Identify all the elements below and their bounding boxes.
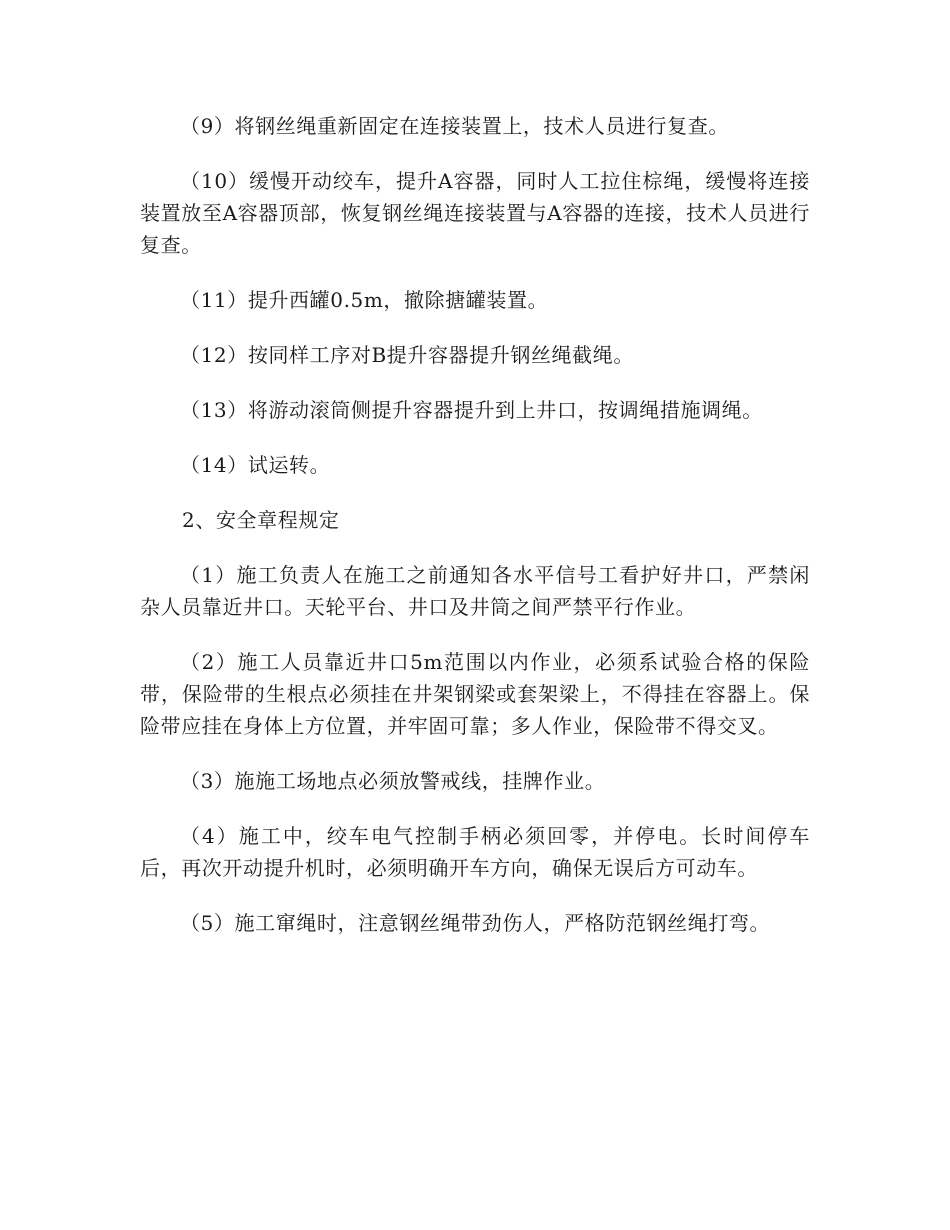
paragraph-step-10: （10）缓慢开动绞车，提升A容器，同时人工拉住棕绳，缓慢将连接装置放至A容器顶部，恢复钢丝绳连接装置与A容器的连接，技术人员进行复查。: [140, 169, 810, 257]
paragraph-rule-5: （5）施工窜绳时，注意钢丝绳带劲伤人，严格防范钢丝绳打弯。: [180, 911, 771, 935]
paragraph-rule-1: （1）施工负责人在施工之前通知各水平信号工看护好井口，严禁闲杂人员靠近井口。天轮平台、井口及井筒之间严禁平行作业。: [140, 563, 810, 619]
paragraph-step-14: （14）试运转。: [180, 453, 331, 477]
paragraph-step-9: （9）将钢丝绳重新固定在连接装置上，技术人员进行复查。: [180, 114, 729, 138]
document-body: [140, 110, 810, 962]
paragraph-rule-2: （2）施工人员靠近井口5m范围以内作业，必须系试验合格的保险带，保险带的生根点必须挂在井架钢梁或套架梁上，不得挂在容器上。保险带应挂在身体上方位置，并牢固可靠；多人作业，保险带不得交叉。: [140, 650, 810, 738]
paragraph-rule-3: （3）施施工场地点必须放警戒线，挂牌作业。: [180, 769, 606, 793]
paragraph-step-11: （11）提升西罐0.5m，撤除搪罐装置。: [180, 288, 549, 312]
section-heading-safety-rules: 2、安全章程规定: [182, 508, 340, 532]
paragraph-step-12: （12）按同样工序对B提升容器提升钢丝绳截绳。: [180, 343, 634, 367]
paragraph-rule-4: （4）施工中，绞车电气控制手柄必须回零，并停电。长时间停车后，再次开动提升机时，必须明确开车方向，确保无误后方可动车。: [140, 824, 810, 880]
paragraph-step-13: （13）将游动滚筒侧提升容器提升到上井口，按调绳措施调绳。: [180, 398, 763, 422]
